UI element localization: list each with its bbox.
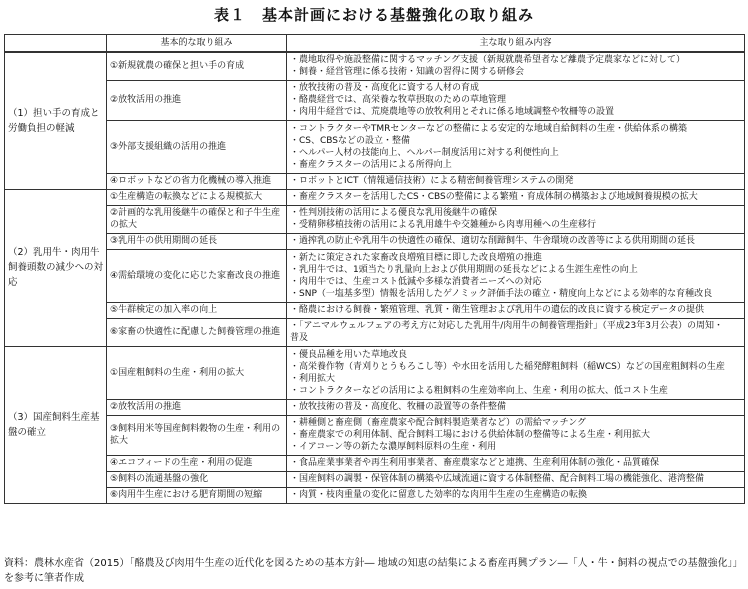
table-title: 表１ 基本計画における基盤強化の取り組み: [213, 6, 534, 24]
main-content-cell: [287, 415, 745, 455]
table-row: [5, 415, 745, 455]
content-line: ・受精卵移植技術の活用による乳用雄牛や交雑種から肉専用種への生産移行: [290, 220, 597, 230]
table-row: [5, 487, 745, 503]
content-line: ・肉用牛では、生産コスト低減や多様な消費者ニーズへの対応: [290, 276, 542, 287]
main-content-cell: [287, 173, 745, 189]
content-line: ・イアコーン等の新たな濃厚飼料原料の生産・利用: [290, 442, 497, 452]
basic-initiative: ③乳用牛の供用期間の延長: [107, 233, 287, 249]
category-label: （3）国産飼料生産基盤の確立: [5, 346, 107, 503]
content-line: ・農地取得や施設整備に関するマッチング支援（新規就農希望者など離農予定農家などに対して）: [290, 55, 686, 66]
main-content-cell: [287, 205, 745, 233]
content-line: ・利用拡大: [290, 373, 336, 384]
basic-initiative: ③飼料用米等国産飼料穀物の生産・利用の拡大: [107, 415, 287, 455]
content-line: ・酪農経営では、高栄養な牧草摂取のための草地管理: [290, 95, 507, 105]
content-line: ・ロボットとICT（情報通信技術）による精密飼養管理システムの開発: [290, 176, 574, 186]
content-line: ・国産飼料の調製・保管体制の構築や広域流通に資する体制整備、配合飼料工場の機能強化、港湾整備: [290, 474, 705, 484]
table-row: [5, 120, 745, 173]
content-line: ・「アニマルウェルフェアの考え方に対応した乳用牛/肉用牛の飼養管理指針」（平成23年3月公表）の周知・: [290, 321, 723, 331]
content-line: ・CS、CBSなどの設立・整備: [290, 135, 411, 146]
basic-initiative: ④ロボットなどの省力化機械の導入推進: [107, 173, 287, 189]
content-line: ・放牧技術の普及・高度化、牧柵の設置等の条件整備: [290, 402, 507, 412]
header-blank: [5, 35, 107, 53]
basic-initiative: ①新規就農の確保と担い手の育成: [107, 52, 287, 80]
table-row: [5, 80, 745, 120]
table-row: [5, 205, 745, 233]
table-row: [5, 189, 745, 205]
basic-initiative: ②放牧活用の推進: [107, 80, 287, 120]
category-label: （1）担い手の育成と労働負担の軽減: [5, 52, 107, 189]
basic-initiative: ③外部支援組織の活用の推進: [107, 120, 287, 173]
basic-initiative: ⑤牛群検定の加入率の向上: [107, 302, 287, 318]
table-row: [5, 249, 745, 302]
table-row: [5, 233, 745, 249]
header-basic: 基本的な取り組み: [107, 35, 287, 53]
basic-initiative: ④エコフィードの生産・利用の促進: [107, 455, 287, 471]
main-content-cell: [287, 346, 745, 399]
main-content-cell: [287, 455, 745, 471]
main-content-cell: [287, 120, 745, 173]
basic-initiative: ⑤飼料の流通基盤の強化: [107, 471, 287, 487]
table-row: [5, 455, 745, 471]
table-row: [5, 52, 745, 80]
main-content-cell: [287, 471, 745, 487]
content-line: ・新たに策定された家畜改良増殖目標に即した改良増殖の推進: [290, 252, 543, 263]
content-line: ・酪農における飼養・繁殖管理、乳質・衛生管理および乳用牛の遺伝的改良に資する検定データの提供: [290, 305, 705, 315]
content-line: ・過搾乳の防止や乳用牛の快適性の確保、適切な削蹄飼牛、牛舎環境の改善等による供用期間の延長: [290, 236, 696, 246]
table-row: [5, 346, 745, 399]
main-content-cell: [287, 233, 745, 249]
content-line: ・飼養・経営管理に係る技術・知識の習得に関する研修会: [290, 67, 525, 78]
content-line: ・耕種側と畜産側（畜産農家や配合飼料製造業者など）の需給マッチング: [290, 418, 587, 428]
content-line: 普及: [290, 333, 309, 343]
content-line: ・食品産業事業者や再生利用事業者、畜産農家などと連携、生産利用体制の強化・品質確保: [290, 458, 660, 468]
main-content-cell: [287, 302, 745, 318]
source-note: 資料：農林水産省（2015）「酪農及び肉用牛生産の近代化を図るための基本方針― 地域の知恵の結集による畜産再興プラン―「人・牛・飼料の視点での基盤強化」」を参考に筆者作成: [4, 558, 743, 584]
content-line: ・性判別技術の活用による優良な乳用後継牛の確保: [290, 208, 498, 218]
content-line: ・畜産クラスターの活用による所得向上: [290, 159, 452, 170]
basic-initiative: ①国産粗飼料の生産・利用の拡大: [107, 346, 287, 399]
table-row: [5, 302, 745, 318]
content-line: ・乳用牛では、1頭当たり乳量向上および供用期間の延長などによる生涯生産性の向上: [290, 264, 638, 275]
content-line: ・コントラクターなどの活用による粗飼料の生産効率向上、生産・利用の拡大、低コスト生産: [290, 385, 668, 396]
table-row: [5, 399, 745, 415]
content-line: ・畜産農家での利用体制、配合飼料工場における供給体制の整備等による生産・利用拡大: [290, 430, 651, 440]
main-content-cell: [287, 249, 745, 302]
content-line: ・放牧技術の普及・高度化に資する人材の育成: [290, 83, 480, 93]
content-line: ・畜産クラスターを活用したCS・CBSの整備による繁殖・育成体制の構築および地域飼養規模の拡大: [290, 192, 698, 202]
table-row: [5, 173, 745, 189]
content-line: ・肉用牛経営では、荒廃農地等の放牧利用とそれに係る地域調整や牧柵等の設置: [290, 107, 615, 117]
table-body: [5, 52, 745, 503]
basic-initiative: ⑥家畜の快適性に配慮した飼養管理の推進: [107, 318, 287, 346]
main-content-cell: [287, 399, 745, 415]
content-line: ・優良品種を用いた草地改良: [290, 349, 408, 360]
content-line: ・ヘルパー人材の技能向上、ヘルパー制度活用に対する利便性向上: [290, 147, 559, 158]
header-row: [5, 35, 745, 53]
main-content-cell: [287, 52, 745, 80]
plan-table: [4, 34, 745, 504]
table-row: [5, 318, 745, 346]
table-row: [5, 471, 745, 487]
basic-initiative: ②放牧活用の推進: [107, 399, 287, 415]
main-content-cell: [287, 189, 745, 205]
category-label: （2）乳用牛・肉用牛飼養頭数の減少への対応: [5, 189, 107, 346]
main-content-cell: [287, 487, 745, 503]
basic-initiative: ④需給環境の変化に応じた家畜改良の推進: [107, 249, 287, 302]
content-line: ・高栄養作物（青刈りとうもろこし等）や水田を活用した稲発酵粗飼料（稲WCS）などの国産粗飼料の生産: [290, 361, 725, 372]
header-main: 主な取り組み内容: [287, 35, 745, 53]
basic-initiative: ①生産構造の転換などによる規模拡大: [107, 189, 287, 205]
content-line: ・肉質・枝肉重量の変化に留意した効率的な肉用牛生産の生産構造の転換: [290, 490, 588, 500]
basic-initiative: ②計画的な乳用後継牛の確保と和子牛生産の拡大: [107, 205, 287, 233]
basic-initiative: ⑥肉用牛生産における肥育期間の短縮: [107, 487, 287, 503]
content-line: ・コントラクターやTMRセンターなどの整備による安定的な地域自給飼料の生産・供給体系の構築: [290, 123, 687, 134]
content-line: ・SNP（一塩基多型）情報を活用したゲノミック評価手法の確立・精度向上などによる効率的な育種改良: [290, 288, 713, 299]
main-content-cell: [287, 80, 745, 120]
main-content-cell: [287, 318, 745, 346]
